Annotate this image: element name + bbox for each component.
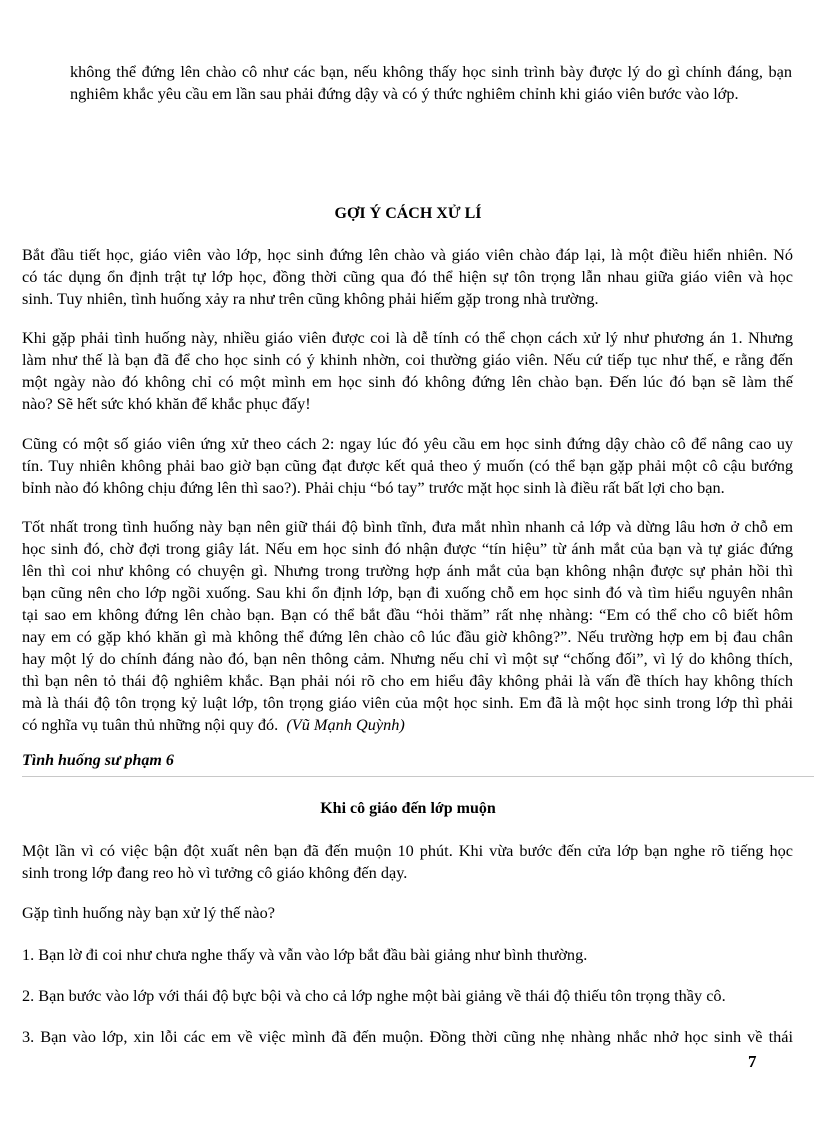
option-2 xyxy=(22,985,793,1007)
text-line: nghiêm khắc yêu cầu em lần sau phải đứng dậy và có ý thức nghiêm chỉnh khi giáo viên bước vào lớp. xyxy=(70,84,739,103)
last-line-text: có nghĩa vụ tuân thủ những nội quy đó. xyxy=(22,715,279,734)
text-line: Cũng có một số giáo viên ứng xử theo cách 2: ngay lúc đó yêu cầu em học sinh đứng dậy chào cô để nâng cao uy xyxy=(22,434,793,453)
text-line: 1. Bạn lờ đi coi như chưa nghe thấy và vẫn vào lớp bắt đầu bài giảng như bình thường. xyxy=(22,945,588,964)
text-line: 3. Bạn vào lớp, xin lỗi các em về việc mình đã đến muộn. Đồng thời cũng nhẹ nhàng nhắc nhở học sinh về thái xyxy=(22,1027,793,1046)
text-line: bỉnh nào đó không chịu đứng lên thì sao?). Phải chịu “bó tay” trước mặt học sinh là điều rất bất lợi cho bạn. xyxy=(22,478,725,497)
text-line: Một lần vì có việc bận đột xuất nên bạn đã đến muộn 10 phút. Khi vừa bước đến cửa lớp bạn nghe rõ tiếng học xyxy=(22,841,793,860)
text-line: sinh. Tuy nhiên, tình huống xảy ra như trên cũng không phải hiếm gặp trong nhà trường. xyxy=(22,289,599,308)
text-line: sinh trong lớp đang reo hò vì tưởng cô giáo không đến dạy. xyxy=(22,863,408,882)
text-line: Bắt đầu tiết học, giáo viên vào lớp, học sinh đứng lên chào và giáo viên chào đáp lại, là một điều hiển nhiên. Nó xyxy=(22,245,793,264)
case-title: Tình huống sư phạm 6 xyxy=(22,752,174,769)
option-1 xyxy=(22,944,793,966)
text-line: một ngày nào đó không chỉ có một mình em học sinh đó không đứng lên chào bạn. Đến lúc đó bạn sẽ làm thế xyxy=(22,372,793,391)
text-line: Gặp tình huống này bạn xử lý thế nào? xyxy=(22,903,275,922)
divider xyxy=(22,776,814,777)
text-line: hay một lý do chính đáng nào đó, bạn nên thông cảm. Nhưng nếu chỉ vì một sự “chống đối”, vì lý do không thích, xyxy=(22,649,793,668)
paragraph-4 xyxy=(22,516,793,736)
text-line: nào? Sẽ hết sức khó khăn để khắc phục đấy! xyxy=(22,394,311,413)
text-line: tại sao em không đứng lên chào bạn. Bạn có thể bắt đầu “hỏi thăm” rất nhẹ nhàng: “Em có thể cho cô biết hôm xyxy=(22,605,793,624)
text-line: thì bạn nên tỏ thái độ nghiêm khắc. Bạn phải nói rõ cho em hiểu đây không phải là vấn đề thích hay không thích xyxy=(22,671,793,690)
text-line xyxy=(22,714,793,736)
text-line: 2. Bạn bước vào lớp với thái độ bực bội và cho cả lớp nghe một bài giảng về thái độ thiếu tôn trọng thầy cô. xyxy=(22,986,726,1005)
text-line: có tác dụng ổn định trật tự lớp học, đồng thời cũng qua đó thể hiện sự tôn trọng lẫn nhau giữa giáo viên và học xyxy=(22,267,793,286)
text-line: mà là thái độ tôn trọng kỷ luật lớp, tôn trọng giáo viên của một học sinh. Em đã là một học sinh trong lớp thì phải xyxy=(22,693,793,712)
text-line: tín. Tuy nhiên không phải bao giờ bạn cũng đạt được kết quả theo ý muốn (có thể bạn gặp phải một cô cậu bướng xyxy=(22,456,793,475)
text-line: không thể đứng lên chào cô như các bạn, nếu không thấy học sinh trình bày được lý do gì chính đáng, bạn xyxy=(70,62,792,81)
text-line: bạn cũng nên cho lớp ngồi xuống. Sau khi ổn định lớp, bạn đi xuống chỗ em học sinh đó và tìm hiểu nguyên nhân xyxy=(22,583,793,602)
case-paragraph xyxy=(22,840,793,884)
case-heading: Khi cô giáo đến lớp muộn xyxy=(320,800,496,817)
suggestion-heading: GỢI Ý CÁCH XỬ LÍ xyxy=(334,205,482,222)
text-line: nay em có gặp khó khăn gì mà không thể đứng lên chào cô lúc đầu giờ không?”. Nếu trường hợp em bị đau chân xyxy=(22,627,793,646)
paragraph-3 xyxy=(22,433,793,499)
paragraph-2 xyxy=(22,327,793,415)
text-line: làm như thế là bạn đã để cho học sinh có ý khinh nhờn, coi thường giáo viên. Nếu cứ tiếp tục như thế, e rằng đến xyxy=(22,350,793,369)
page-number: 7 xyxy=(748,1052,757,1071)
intro-paragraph xyxy=(70,61,792,105)
text-line: Khi gặp phải tình huống này, nhiều giáo viên được coi là dễ tính có thể chọn cách xử lý như phương án 1. Nhưng xyxy=(22,328,793,347)
text-line: lên thì coi như không có chuyện gì. Nhưng trong trường hợp ánh mắt của bạn không nhận được sự phản hồi thì xyxy=(22,561,793,580)
question xyxy=(22,902,793,924)
paragraph-1 xyxy=(22,244,793,310)
text-line: học sinh đó, chờ đợi trong giây lát. Nếu em học sinh đó nhận được “tín hiệu” từ ánh mắt của bạn và tự giác đứng xyxy=(22,539,793,558)
option-3 xyxy=(22,1026,793,1048)
author-credit: (Vũ Mạnh Quỳnh) xyxy=(286,715,405,734)
text-line: Tốt nhất trong tình huống này bạn nên giữ thái độ bình tĩnh, đưa mắt nhìn nhanh cả lớp và dừng lâu hơn ở chỗ em xyxy=(22,517,793,536)
